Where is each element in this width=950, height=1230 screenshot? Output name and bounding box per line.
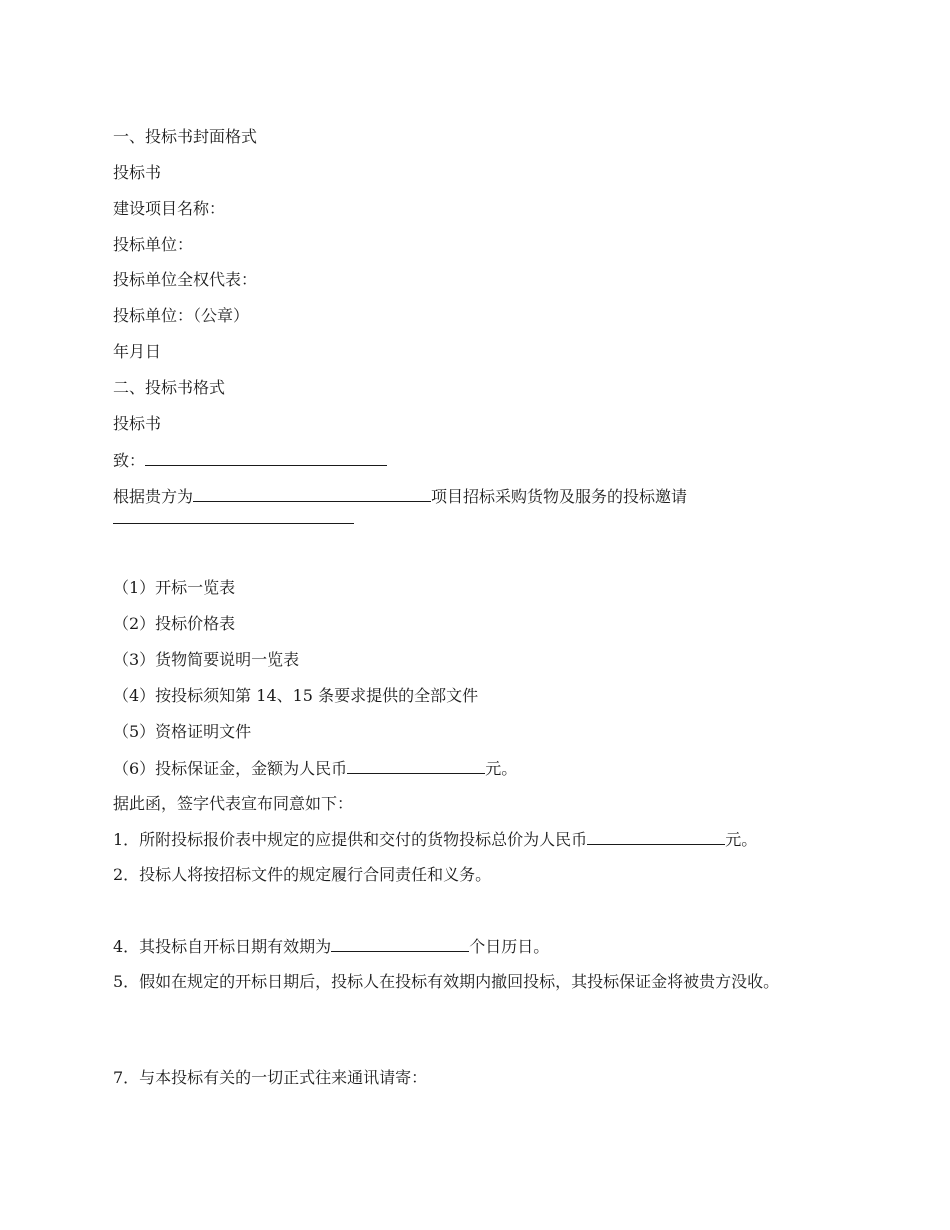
addressee-line [113,449,387,472]
according-line [113,485,687,508]
declaration-item-1-prefix: 1．所附投标报价表中规定的应提供和交付的货物投标总价为人民币 [113,830,588,849]
addressee-blank [145,449,387,466]
project-blank [193,485,431,502]
validity-days-blank [331,935,469,952]
according-prefix: 根据贵方为 [113,487,194,506]
declaration-item-1 [113,828,757,851]
doc-item-6 [113,757,517,780]
declaration-item-1-suffix: 元。 [725,830,758,849]
cover-title: 投标书 [113,163,162,182]
deposit-amount-blank [347,757,485,774]
doc-item-3: （3）货物简要说明一览表 [113,650,300,669]
doc-item-6-prefix: （6）投标保证金，金额为人民币 [113,759,348,778]
declaration-item-2: 2．投标人将按招标文件的规定履行合同责任和义务。 [113,865,492,884]
doc-item-4: （4）按投标须知第 14、15 条要求提供的全部文件 [113,686,479,705]
bidder-label: 投标单位： [113,235,194,254]
project-name-label: 建设项目名称： [113,199,226,218]
representative-label: 投标单位全权代表： [113,270,258,289]
invitation-blank [113,522,354,524]
declaration-item-4 [113,935,549,958]
doc-item-5: （5）资格证明文件 [113,722,252,741]
declaration-item-4-prefix: 4．其投标自开标日期有效期为 [113,937,332,956]
declaration-item-5: 5．假如在规定的开标日期后，投标人在投标有效期内撤回投标，其投标保证金将被贵方没收。 [113,972,780,991]
declaration-intro: 据此函，签字代表宣布同意如下： [113,794,354,813]
to-label: 致： [113,451,146,470]
bidder-seal-label: 投标单位：（公章） [113,306,250,325]
declaration-item-7: 7．与本投标有关的一切正式往来通讯请寄： [113,1068,428,1087]
doc-item-2: （2）投标价格表 [113,614,236,633]
doc-item-1: （1）开标一览表 [113,578,236,597]
section1-heading: 一、投标书封面格式 [113,127,258,146]
letter-title: 投标书 [113,414,162,433]
date-label: 年月日 [113,342,162,361]
section2-heading: 二、投标书格式 [113,378,226,397]
doc-item-6-suffix: 元。 [485,759,518,778]
total-price-blank [587,828,725,845]
according-suffix: 项目招标采购货物及服务的投标邀请 [431,487,688,506]
declaration-item-4-suffix: 个日历日。 [469,937,550,956]
